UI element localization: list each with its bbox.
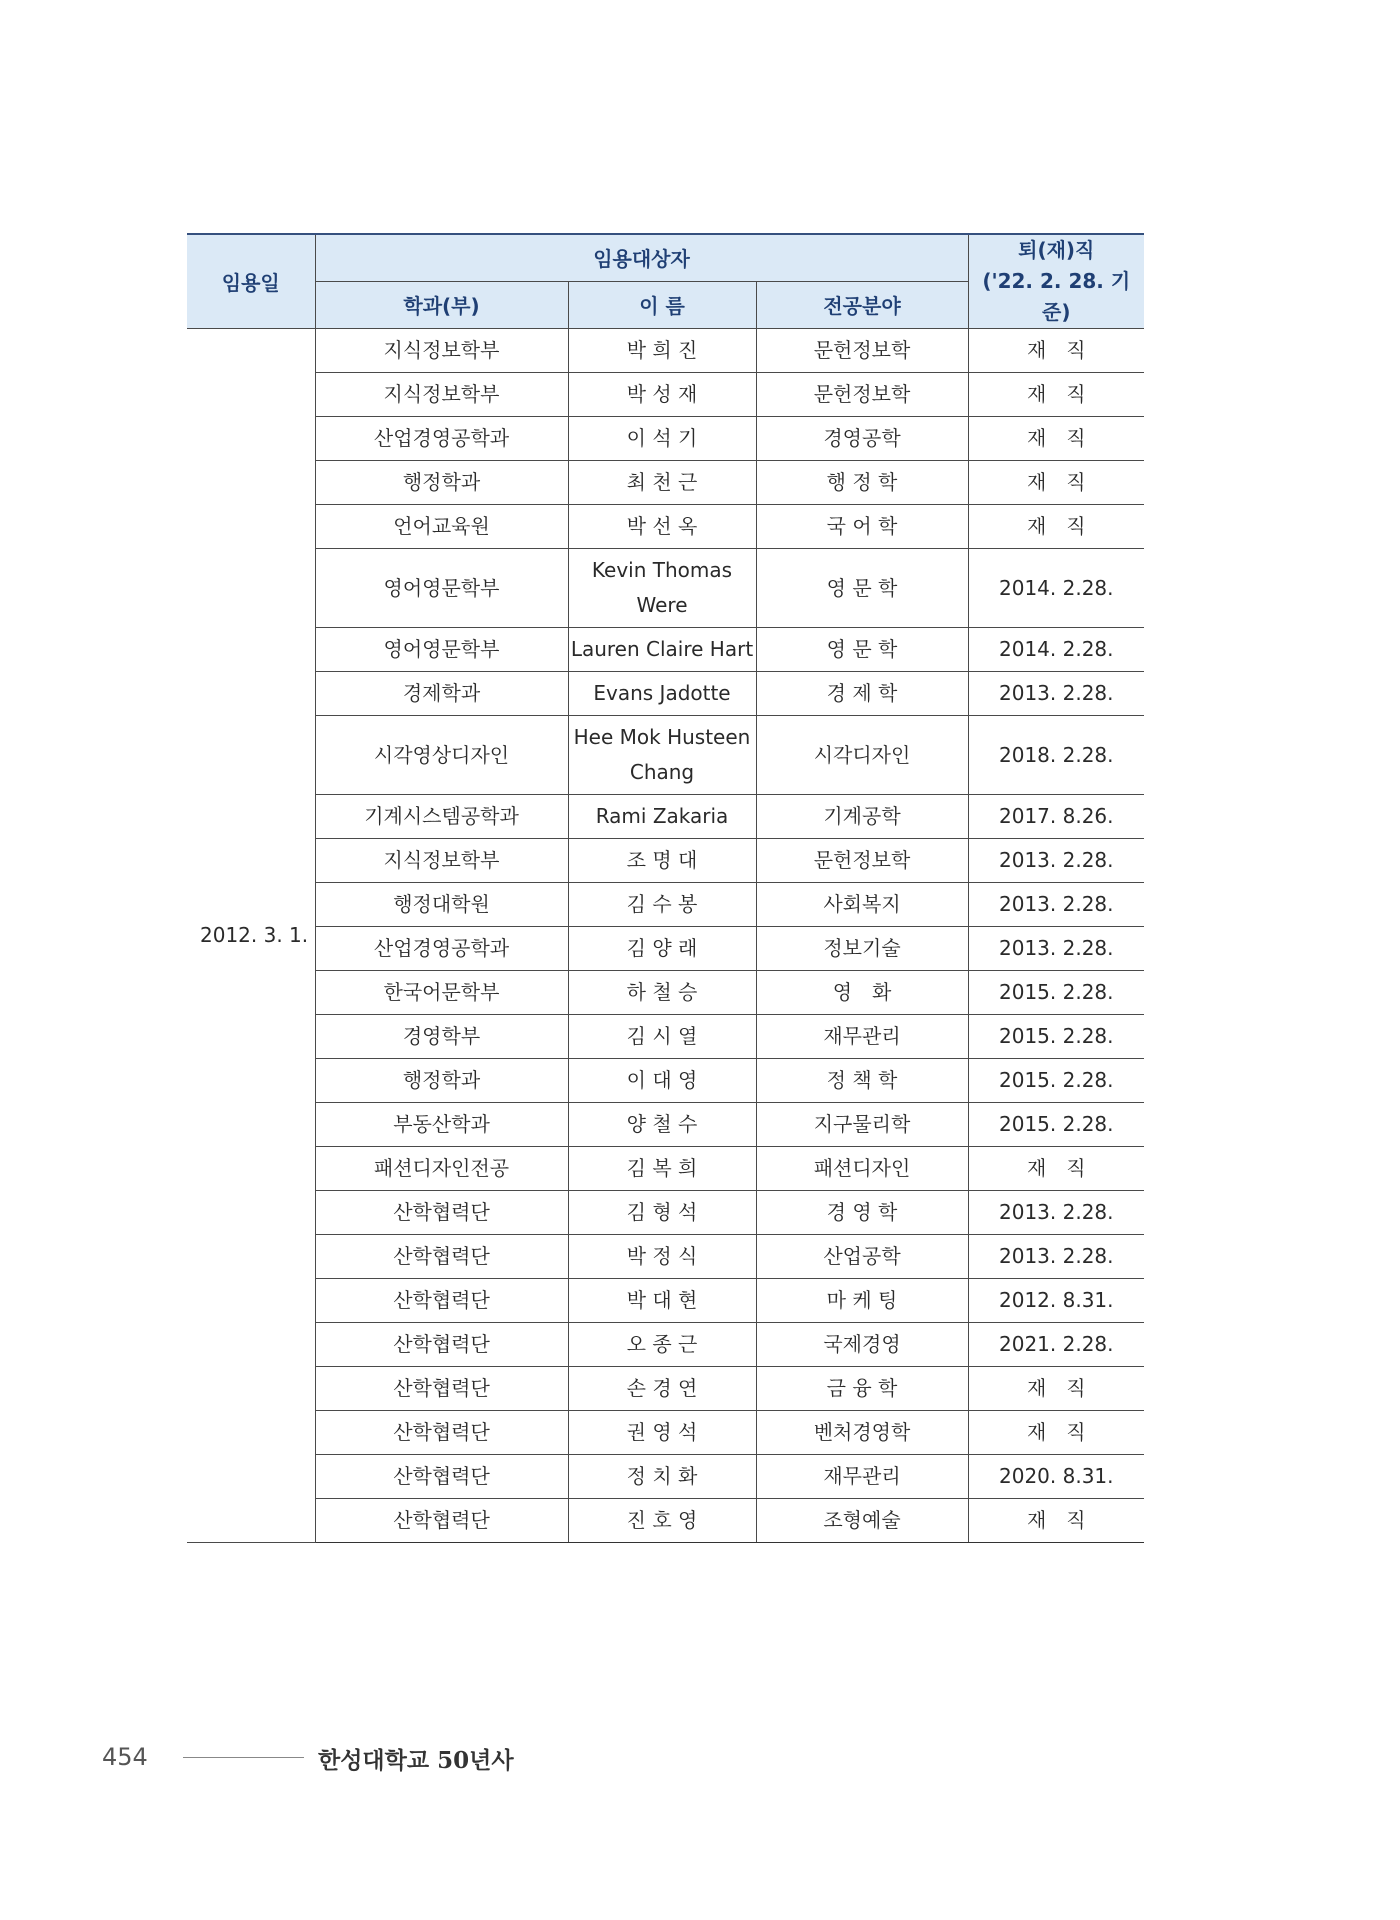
cell-status: 2013. 2.28. — [968, 927, 1144, 971]
table-row — [187, 716, 1144, 795]
cell-name: 권 영 석 — [568, 1411, 756, 1455]
cell-name: 오 종 근 — [568, 1323, 756, 1367]
cell-department: 행정학과 — [315, 1059, 568, 1103]
cell-name: 양 철 수 — [568, 1103, 756, 1147]
table-row — [187, 1411, 1144, 1455]
cell-department: 산학협력단 — [315, 1279, 568, 1323]
cell-field: 벤처경영학 — [756, 1411, 968, 1455]
cell-field: 재무관리 — [756, 1015, 968, 1059]
cell-department: 산학협력단 — [315, 1411, 568, 1455]
cell-field: 정보기술 — [756, 927, 968, 971]
cell-field: 정 책 학 — [756, 1059, 968, 1103]
cell-department: 산학협력단 — [315, 1455, 568, 1499]
header-date: 임용일 — [187, 234, 315, 329]
cell-name: 박 정 식 — [568, 1235, 756, 1279]
cell-name: 조 명 대 — [568, 839, 756, 883]
appointment-table-container — [187, 233, 1144, 1543]
table-row — [187, 971, 1144, 1015]
cell-department: 지식정보학부 — [315, 373, 568, 417]
cell-name: 박 선 옥 — [568, 505, 756, 549]
table-row — [187, 672, 1144, 716]
cell-name: 이 석 기 — [568, 417, 756, 461]
table-row — [187, 1455, 1144, 1499]
cell-name: Kevin Thomas Were — [568, 549, 756, 628]
cell-status: 재 직 — [968, 1499, 1144, 1543]
cell-field: 기계공학 — [756, 795, 968, 839]
table-row — [187, 1499, 1144, 1543]
cell-name: Lauren Claire Hart — [568, 628, 756, 672]
cell-department: 언어교육원 — [315, 505, 568, 549]
cell-field: 경 제 학 — [756, 672, 968, 716]
cell-name: 정 치 화 — [568, 1455, 756, 1499]
cell-field: 마 케 팅 — [756, 1279, 968, 1323]
header-retirement-line2: ('22. 2. 28. 기준) — [982, 269, 1131, 324]
cell-field: 영 문 학 — [756, 549, 968, 628]
cell-status: 2013. 2.28. — [968, 839, 1144, 883]
cell-department: 산학협력단 — [315, 1235, 568, 1279]
header-appointee-group: 임용대상자 — [315, 234, 968, 281]
cell-status: 2014. 2.28. — [968, 549, 1144, 628]
cell-name: 박 성 재 — [568, 373, 756, 417]
cell-status: 재 직 — [968, 417, 1144, 461]
cell-department: 경영학부 — [315, 1015, 568, 1059]
page-number: 454 — [102, 1743, 148, 1771]
cell-field: 국 어 학 — [756, 505, 968, 549]
appointment-table — [187, 233, 1144, 1543]
cell-name: Rami Zakaria — [568, 795, 756, 839]
table-row — [187, 417, 1144, 461]
table-row — [187, 1279, 1144, 1323]
table-row — [187, 927, 1144, 971]
cell-department: 부동산학과 — [315, 1103, 568, 1147]
cell-department: 영어영문학부 — [315, 628, 568, 672]
cell-status: 재 직 — [968, 1147, 1144, 1191]
cell-department: 지식정보학부 — [315, 839, 568, 883]
table-row — [187, 1367, 1144, 1411]
header-name: 이 름 — [568, 281, 756, 328]
cell-field: 문헌정보학 — [756, 839, 968, 883]
cell-status: 2015. 2.28. — [968, 971, 1144, 1015]
cell-field: 시각디자인 — [756, 716, 968, 795]
cell-name: 김 형 석 — [568, 1191, 756, 1235]
cell-status: 재 직 — [968, 505, 1144, 549]
cell-department: 산업경영공학과 — [315, 927, 568, 971]
header-department: 학과(부) — [315, 281, 568, 328]
cell-status: 2013. 2.28. — [968, 1235, 1144, 1279]
cell-field: 국제경영 — [756, 1323, 968, 1367]
cell-department: 산학협력단 — [315, 1367, 568, 1411]
cell-status: 재 직 — [968, 1367, 1144, 1411]
header-retirement-line1: 퇴(재)직 — [1018, 238, 1095, 262]
table-row — [187, 549, 1144, 628]
cell-department: 패션디자인전공 — [315, 1147, 568, 1191]
cell-name: 박 대 현 — [568, 1279, 756, 1323]
table-row — [187, 883, 1144, 927]
cell-department: 영어영문학부 — [315, 549, 568, 628]
table-row — [187, 1059, 1144, 1103]
cell-name: 손 경 연 — [568, 1367, 756, 1411]
cell-name: 김 시 열 — [568, 1015, 756, 1059]
cell-status: 2015. 2.28. — [968, 1059, 1144, 1103]
cell-status: 2014. 2.28. — [968, 628, 1144, 672]
cell-department: 행정대학원 — [315, 883, 568, 927]
cell-department: 경제학과 — [315, 672, 568, 716]
cell-name: 김 양 래 — [568, 927, 756, 971]
table-row — [187, 1235, 1144, 1279]
cell-name: 하 철 승 — [568, 971, 756, 1015]
cell-department: 한국어문학부 — [315, 971, 568, 1015]
cell-department: 산학협력단 — [315, 1323, 568, 1367]
cell-status: 재 직 — [968, 329, 1144, 373]
cell-field: 조형예술 — [756, 1499, 968, 1543]
footer-divider — [183, 1757, 304, 1758]
cell-department: 지식정보학부 — [315, 329, 568, 373]
cell-field: 문헌정보학 — [756, 329, 968, 373]
cell-department: 산학협력단 — [315, 1499, 568, 1543]
table-row — [187, 1103, 1144, 1147]
table-row — [187, 329, 1144, 373]
cell-field: 사회복지 — [756, 883, 968, 927]
cell-department: 시각영상디자인 — [315, 716, 568, 795]
cell-status: 2021. 2.28. — [968, 1323, 1144, 1367]
table-row — [187, 461, 1144, 505]
cell-field: 재무관리 — [756, 1455, 968, 1499]
cell-department: 행정학과 — [315, 461, 568, 505]
cell-name: Hee Mok Husteen Chang — [568, 716, 756, 795]
table-row — [187, 1191, 1144, 1235]
cell-status: 2020. 8.31. — [968, 1455, 1144, 1499]
cell-field: 영 문 학 — [756, 628, 968, 672]
table-row — [187, 1015, 1144, 1059]
cell-status: 2013. 2.28. — [968, 672, 1144, 716]
cell-name: 최 천 근 — [568, 461, 756, 505]
cell-status: 2015. 2.28. — [968, 1015, 1144, 1059]
table-body — [187, 329, 1144, 1543]
cell-department: 산학협력단 — [315, 1191, 568, 1235]
cell-appointment-date: 2012. 3. 1. — [187, 329, 315, 1543]
table-row — [187, 373, 1144, 417]
table-row — [187, 839, 1144, 883]
cell-status: 2015. 2.28. — [968, 1103, 1144, 1147]
cell-field: 문헌정보학 — [756, 373, 968, 417]
table-row — [187, 628, 1144, 672]
table-row — [187, 505, 1144, 549]
cell-name: Evans Jadotte — [568, 672, 756, 716]
cell-status: 재 직 — [968, 1411, 1144, 1455]
table-row — [187, 795, 1144, 839]
cell-field: 영 화 — [756, 971, 968, 1015]
cell-name: 김 복 희 — [568, 1147, 756, 1191]
cell-field: 경영공학 — [756, 417, 968, 461]
cell-name: 이 대 영 — [568, 1059, 756, 1103]
cell-status: 재 직 — [968, 373, 1144, 417]
cell-status: 2017. 8.26. — [968, 795, 1144, 839]
cell-name: 김 수 봉 — [568, 883, 756, 927]
table-header — [187, 234, 1144, 329]
cell-name: 진 호 영 — [568, 1499, 756, 1543]
cell-department: 기계시스템공학과 — [315, 795, 568, 839]
cell-field: 경 영 학 — [756, 1191, 968, 1235]
cell-status: 2012. 8.31. — [968, 1279, 1144, 1323]
cell-field: 행 정 학 — [756, 461, 968, 505]
cell-field: 패션디자인 — [756, 1147, 968, 1191]
cell-department: 산업경영공학과 — [315, 417, 568, 461]
table-row — [187, 1147, 1144, 1191]
header-field: 전공분야 — [756, 281, 968, 328]
cell-field: 지구물리학 — [756, 1103, 968, 1147]
cell-field: 산업공학 — [756, 1235, 968, 1279]
cell-status: 2018. 2.28. — [968, 716, 1144, 795]
cell-status: 2013. 2.28. — [968, 1191, 1144, 1235]
book-title: 한성대학교 50년사 — [318, 1747, 514, 1774]
cell-name: 박 희 진 — [568, 329, 756, 373]
cell-status: 2013. 2.28. — [968, 883, 1144, 927]
table-row — [187, 1323, 1144, 1367]
header-retirement — [968, 234, 1144, 329]
cell-status: 재 직 — [968, 461, 1144, 505]
cell-field: 금 융 학 — [756, 1367, 968, 1411]
